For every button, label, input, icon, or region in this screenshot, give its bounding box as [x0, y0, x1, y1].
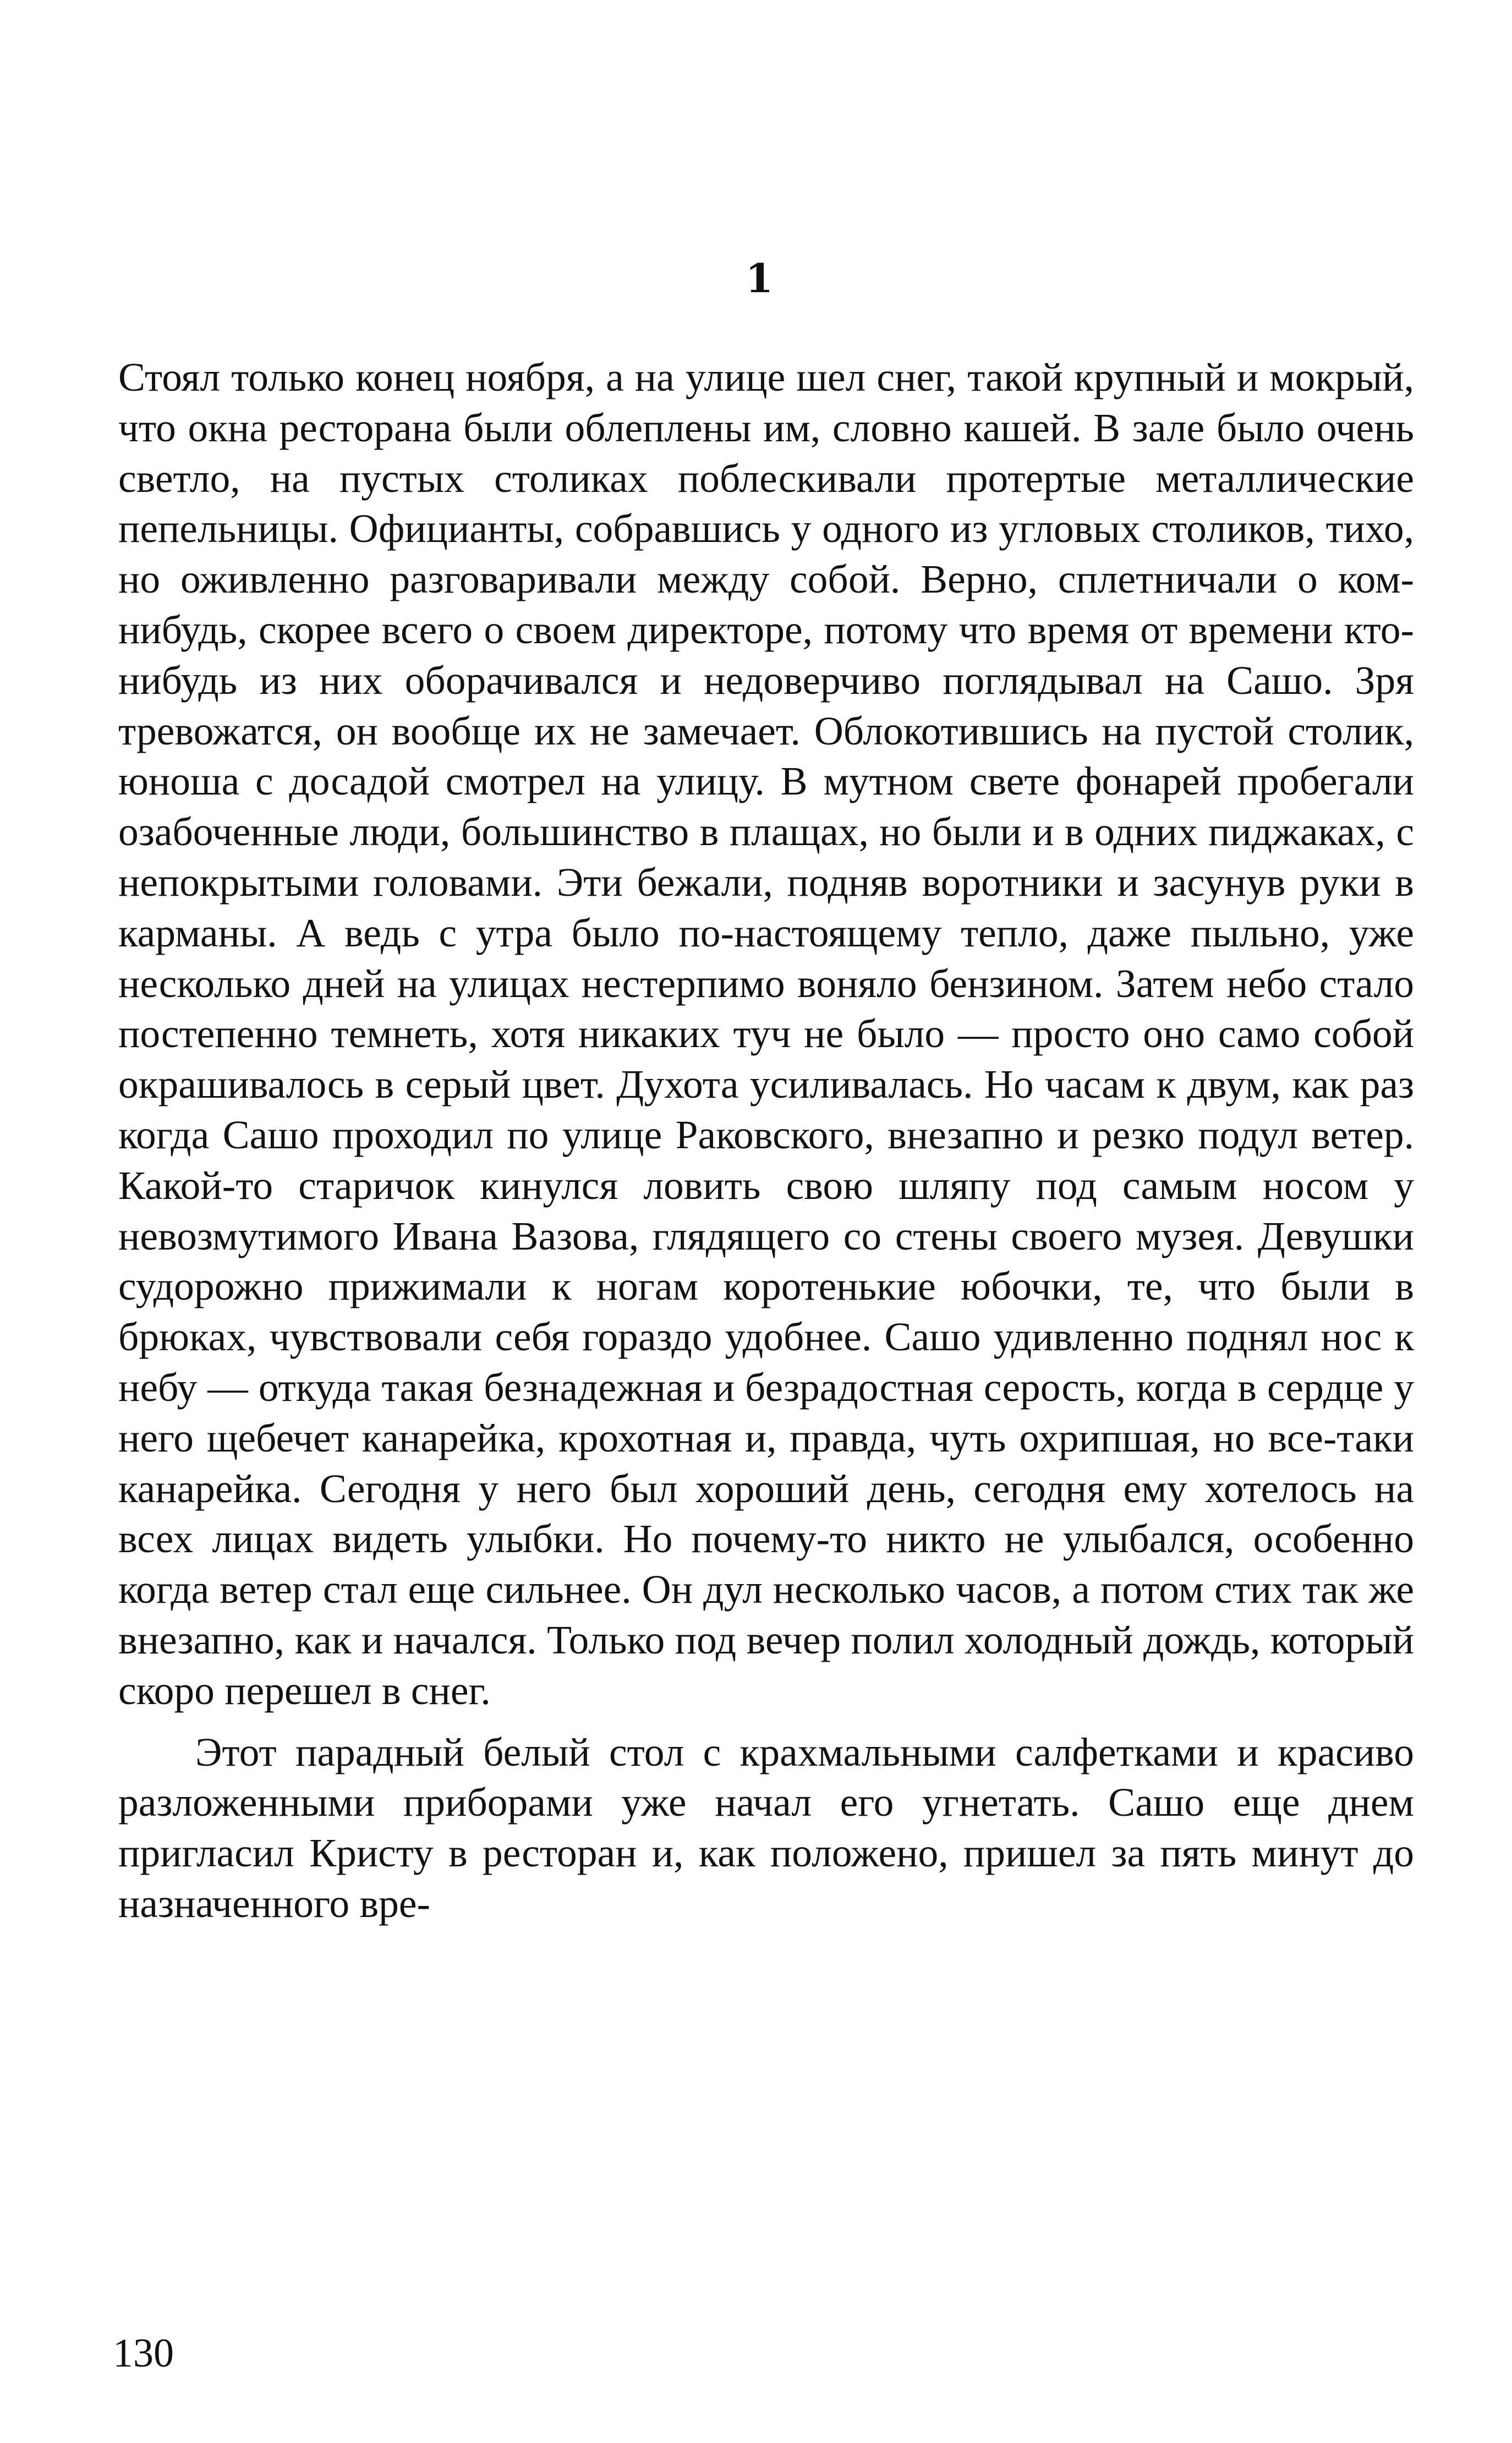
- paragraph-1: Стоял только конец ноября, а на улице шел снег, такой крупный и мокрый, что окна ресторана были облеплены им, словно кашей. В зале было очень светло, на пустых столиках поблескивали протертые металлические пепельницы. Официанты, собравшись у одного из угловых столиков, тихо, но оживленно разговаривали между собой. Верно, сплетничали о ком-нибудь, скорее всего о своем директоре, потому что время от времени кто-нибудь из них оборачивался и недоверчиво поглядывал на Сашо. Зря тревожатся, он вообще их не замечает. Облокотившись на пустой столик, юноша с досадой смотрел на улицу. В мутном свете фонарей пробегали озабоченные люди, большинство в плащах, но были и в одних пиджаках, с непокрытыми головами. Эти бежали, подняв воротники и засунув руки в карманы. А ведь с утра было по-настоящему тепло, даже пыльно, уже несколько дней на улицах нестерпимо воняло бензином. Затем небо стало постепенно темнеть, хотя никаких туч не было — просто оно само собой окрашивалось в серый цвет. Духота усиливалась. Но часам к двум, как раз когда Сашо проходил по улице Раковского, внезапно и резко подул ветер. Какой-то старичок кинулся ловить свою шляпу под самым носом у невозмутимого Ивана Вазова, глядящего со стены своего музея. Девушки судорожно прижимали к ногам коротенькие юбочки, те, что были в брюках, чувствовали себя гораздо удобнее. Сашо удивленно поднял нос к небу — откуда такая безнадежная и безрадостная серость, когда в сердце у него щебечет канарейка, крохотная и, правда, чуть охрипшая, но все-таки канарейка. Сегодня у него был хороший день, сегодня ему хотелось на всех лицах видеть улыбки. Но почему-то никто не улыбался, особенно когда ветер стал еще сильнее. Он дул несколько часов, а потом стих так же внезапно, как и начался. Только под вечер полил холодный дождь, который скоро перешел в снег.: [118, 355, 1414, 1713]
- body-text: [118, 352, 1414, 1929]
- paragraph-2: Этот парадный белый стол с крахмальными салфетками и красиво разложенными приборами уже начал его угнетать. Сашо еще днем пригласил Кристу в ресторан и, как положено, пришел за пять минут до назначенного вре-: [118, 1729, 1414, 1926]
- chapter-number: 1: [745, 255, 774, 302]
- page-number: 130: [113, 2331, 174, 2376]
